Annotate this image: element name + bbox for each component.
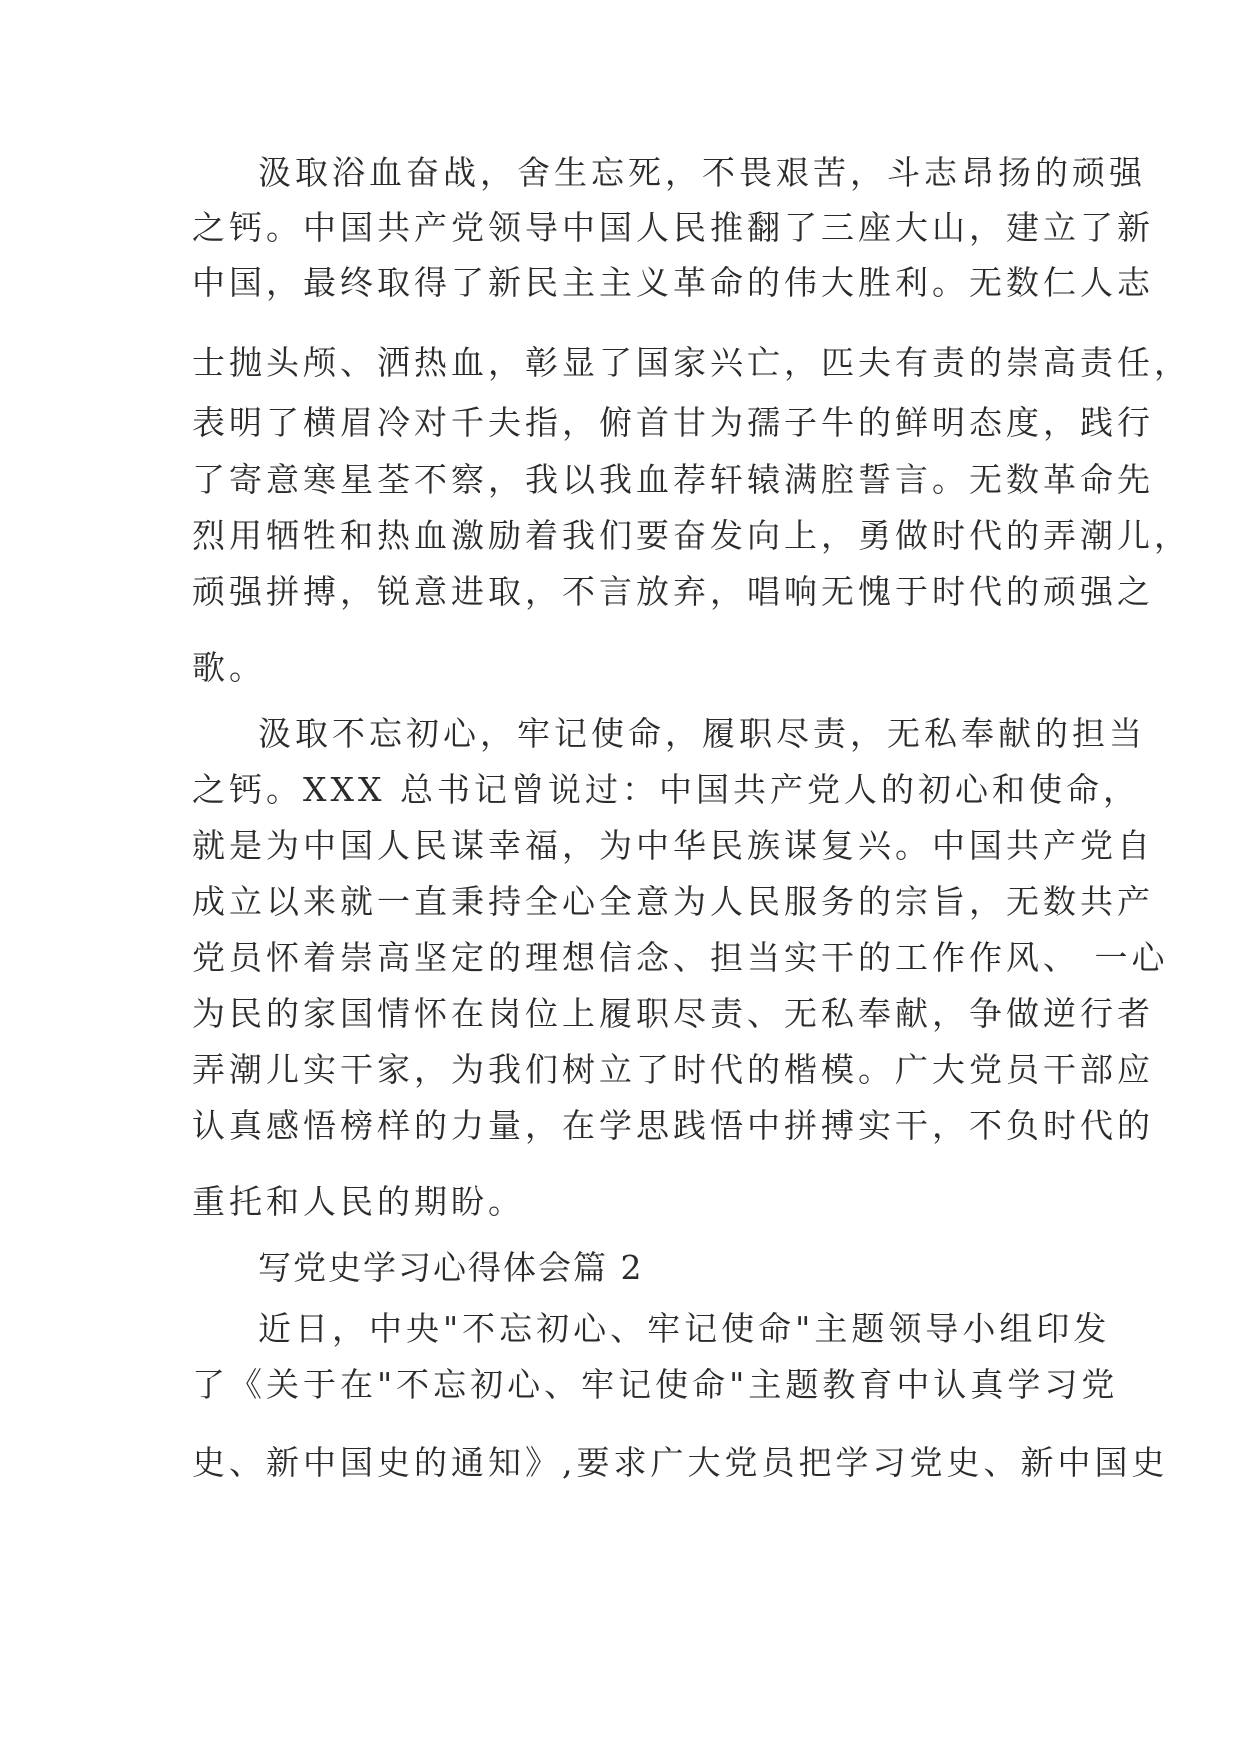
paragraph-2-line-8: 认真感悟榜样的力量，在学思践悟中拼搏实干，不负时代的 (192, 1106, 1154, 1145)
paragraph-1-line-7: 烈用牺牲和热血激励着我们要奋发向上，勇做时代的弄潮儿， (192, 516, 1191, 555)
paragraph-2-line-6: 为民的家国情怀在岗位上履职尽责、无私奉献，争做逆行者 (192, 994, 1154, 1033)
paragraph-2-line-4: 成立以来就一直秉持全心全意为人民服务的宗旨，无数共产 (192, 882, 1154, 921)
paragraph-1-line-6: 了寄意寒星荃不察，我以我血荐轩辕满腔誓言。无数革命先 (192, 460, 1154, 499)
paragraph-1-line-4: 士抛头颅、洒热血，彰显了国家兴亡，匹夫有责的崇高责任， (192, 343, 1191, 382)
paragraph-2-line-1: 汲取不忘初心，牢记使命，履职尽责，无私奉献的担当 (258, 714, 1146, 753)
paragraph-2-line-5: 党员怀着崇高坚定的理想信念、担当实干的工作作风、 一心 (192, 938, 1169, 977)
paragraph-1-line-1: 汲取浴血奋战，舍生忘死，不畏艰苦，斗志昂扬的顽强 (258, 153, 1146, 192)
paragraph-1-line-3: 中国，最终取得了新民主主义革命的伟大胜利。无数仁人志 (192, 263, 1154, 302)
paragraph-2-line-9: 重托和人民的期盼。 (192, 1182, 525, 1221)
section-heading: 写党史学习心得体会篇 2 (258, 1248, 644, 1287)
paragraph-1-line-5: 表明了横眉冷对千夫指，俯首甘为孺子牛的鲜明态度，践行 (192, 403, 1154, 442)
paragraph-2-line-7: 弄潮儿实干家，为我们树立了时代的楷模。广大党员干部应 (192, 1050, 1154, 1089)
paragraph-3-line-3: 史、新中国史的通知》,要求广大党员把学习党史、新中国史 (192, 1443, 1169, 1482)
paragraph-3-line-2: 了《关于在"不忘初心、牢记使命"主题教育中认真学习党 (192, 1365, 1119, 1404)
paragraph-2-line-3: 就是为中国人民谋幸福，为中华民族谋复兴。中国共产党自 (192, 826, 1154, 865)
paragraph-1-line-8: 顽强拼搏，锐意进取，不言放弃，唱响无愧于时代的顽强之 (192, 572, 1154, 611)
paragraph-3-line-1: 近日，中央"不忘初心、牢记使命"主题领导小组印发 (258, 1309, 1111, 1348)
paragraph-1-line-9: 歌。 (192, 648, 266, 687)
paragraph-2-line-2: 之钙。XXX 总书记曾说过：中国共产党人的初心和使命， (192, 770, 1140, 809)
paragraph-1-line-2: 之钙。中国共产党领导中国人民推翻了三座大山，建立了新 (192, 208, 1154, 247)
